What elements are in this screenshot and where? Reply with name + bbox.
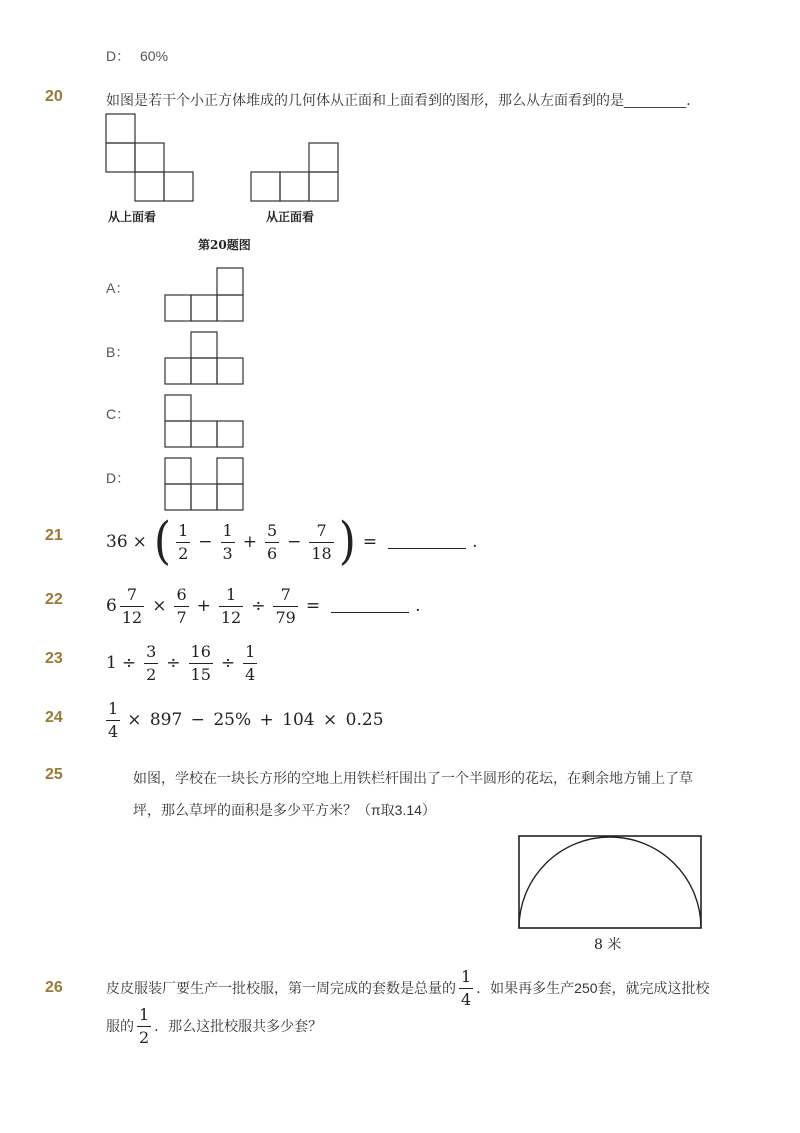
option-c-figure: [163, 393, 245, 449]
numerator: 7: [280, 584, 291, 604]
denominator: 2: [139, 1027, 150, 1047]
top-view-figure: [105, 113, 197, 203]
q22-op-3: ÷: [251, 596, 266, 616]
option-a-figure: [163, 267, 245, 323]
q26-text-2a: 服的: [106, 1018, 134, 1034]
option-d-figure: [163, 456, 245, 512]
denominator: 7: [176, 607, 187, 627]
q26-fraction-2: [137, 1004, 151, 1047]
denominator: 6: [266, 543, 278, 563]
numerator: 1: [245, 641, 256, 661]
option-d-label: D：: [106, 470, 131, 486]
q21-end: .: [472, 532, 478, 552]
q22-fraction-4: [273, 584, 297, 627]
option-a-label: A：: [106, 280, 130, 296]
caption-front-view: 从正面看: [266, 210, 315, 224]
q25-line-2: 坪，那么草坪的面积是多少平方米？（π取3.14）: [133, 802, 436, 818]
caption-top-view: 从上面看: [108, 210, 157, 224]
q21-right-paren: ): [338, 512, 356, 571]
q22-expression: [106, 584, 421, 628]
denominator: 15: [190, 664, 211, 684]
denominator: 4: [108, 721, 119, 741]
question-number-21: 21: [45, 527, 63, 544]
denominator: 18: [311, 543, 332, 563]
question-number-20: 20: [45, 88, 63, 105]
numerator: 1: [139, 1004, 150, 1024]
q26-text-1a: 皮皮服装厂要生产一批校服，第一周完成的套数是总量的: [106, 980, 456, 996]
q19-option-d: [106, 46, 168, 66]
denominator: 79: [275, 607, 296, 627]
numerator: 1: [222, 520, 233, 540]
q23-expression: [106, 641, 260, 685]
q22-fraction-1: [120, 584, 144, 627]
q22-equals: =: [305, 596, 321, 616]
q24-expression: [106, 698, 384, 742]
q26-fraction-1: [459, 966, 473, 1009]
q24-rest: × 897 − 25% + 104 × 0.25: [127, 710, 384, 730]
option-b-figure: [163, 330, 245, 386]
question-number-25: 25: [45, 766, 63, 783]
option-value: 60%: [140, 48, 169, 64]
q21-fraction-4: [309, 520, 333, 563]
q20-text: 如图是若干个小正方体堆成的几何体从正面和上面看到的图形，那么从左面看到的是________．: [106, 92, 701, 108]
denominator: 12: [220, 607, 242, 627]
q22-op-2: +: [196, 596, 211, 616]
q26-text-2b: ．那么这批校服共多少套？: [154, 1018, 323, 1034]
numerator: 16: [190, 641, 211, 661]
q23-fraction-2: [189, 641, 213, 684]
q26-line-2: [106, 1004, 322, 1048]
semicircle-rectangle-figure: [517, 834, 703, 930]
denominator: 4: [461, 989, 472, 1009]
option-b-label: B：: [106, 344, 130, 360]
numerator: 7: [126, 584, 138, 604]
numerator: 1: [178, 520, 189, 540]
q25-dimension-label: 8 米: [594, 937, 622, 953]
numerator: 5: [266, 520, 278, 540]
q21-fraction-3: [265, 520, 279, 563]
denominator: 2: [178, 543, 189, 563]
denominator: 4: [245, 664, 256, 684]
question-number-24: 24: [45, 709, 63, 726]
q22-end: .: [415, 596, 421, 616]
question-number-22: 22: [45, 591, 63, 608]
q23-fraction-1: [144, 641, 158, 684]
q21-fraction-2: [221, 520, 235, 563]
q23-op-3: ÷: [220, 653, 236, 673]
q21-equals: =: [362, 532, 378, 552]
q25-line-1: 如图，学校在一块长方形的空地上用铁栏杆围出了一个半圆形的花坛，在剩余地方铺上了草: [133, 770, 693, 786]
q23-lead: 1: [106, 653, 117, 673]
q21-op-2: +: [242, 532, 257, 552]
q22-whole: 6: [106, 596, 117, 616]
numerator: 3: [146, 641, 157, 661]
q21-times: ×: [132, 532, 147, 552]
numerator: 6: [176, 584, 187, 604]
question-number-23: 23: [45, 650, 63, 667]
q22-fraction-2: [174, 584, 188, 627]
q21-op-3: −: [287, 532, 302, 552]
denominator: 12: [121, 607, 143, 627]
q21-left-paren: (: [153, 512, 172, 571]
q23-op-1: ÷: [121, 653, 137, 673]
numerator: 1: [461, 966, 472, 986]
numerator: 1: [225, 584, 237, 604]
denominator: 2: [146, 664, 157, 684]
numerator: 7: [316, 520, 327, 540]
front-view-figure: [249, 142, 341, 203]
q21-answer-blank[interactable]: [388, 536, 466, 549]
q21-expression: [106, 512, 478, 571]
q23-fraction-3: [243, 641, 257, 684]
q26-text-1b: ．如果再多生产250套，就完成这批校: [476, 980, 710, 996]
q22-answer-blank[interactable]: [331, 600, 409, 613]
figure-title: 第20题图: [198, 238, 251, 252]
q21-op-1: −: [198, 532, 213, 552]
option-c-label: C：: [106, 406, 131, 422]
denominator: 3: [222, 543, 233, 563]
q24-fraction-1: [106, 698, 120, 741]
q21-lead: 36: [106, 532, 128, 552]
q22-op-1: ×: [152, 596, 167, 616]
question-number-26: 26: [45, 979, 63, 996]
q22-fraction-3: [219, 584, 243, 627]
numerator: 1: [108, 698, 119, 718]
q21-fraction-1: [176, 520, 190, 563]
option-label: D：: [106, 48, 131, 64]
q23-op-2: ÷: [166, 653, 181, 673]
